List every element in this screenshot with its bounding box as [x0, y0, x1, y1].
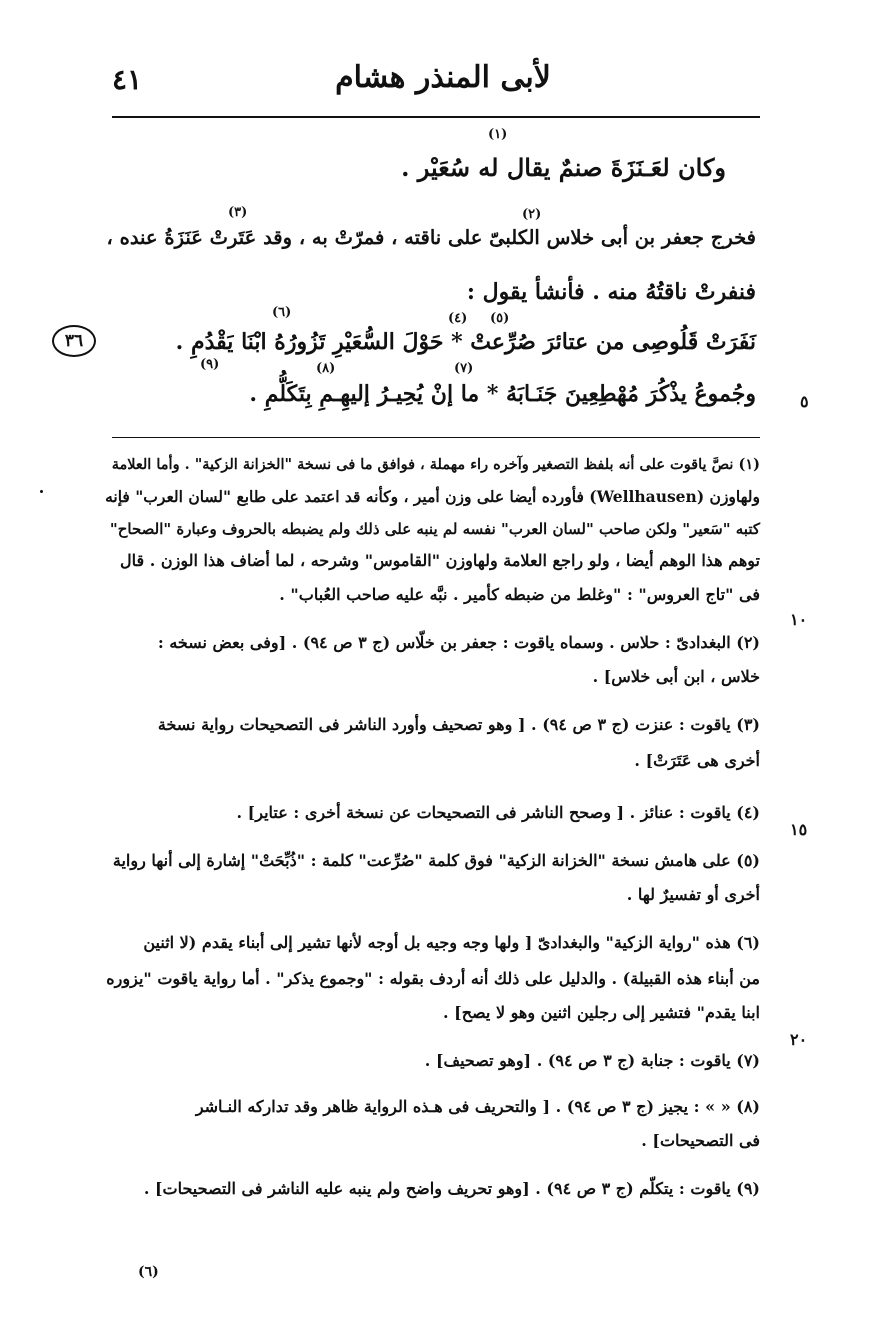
- line-number-10: ١٠: [790, 610, 808, 629]
- footnote-line: فى "تاج العروس" : "وغلط من ضبطه كأمير . نبَّه عليه صاحب العُباب" .: [279, 585, 760, 604]
- footnote-line: (٦) هذه "رواية الزكية" والبغدادىّ [ ولها وجه وجيه بل أوجه لأنها تشير إلى أبناء يقدم (لا اثنين: [143, 933, 760, 952]
- footer-page-label: (٦): [138, 1264, 159, 1280]
- footnotes-rule: [112, 437, 760, 438]
- footnote-line: ابنا يقدم" فتشير إلى رجلين اثنين وهو لا يصح] .: [443, 1003, 760, 1022]
- main-text-line: فنفرتْ ناقتُهُ منه . فأنشأ يقول :: [466, 279, 756, 305]
- header-rule: [112, 116, 760, 118]
- footnote-mark-2: (٢): [522, 207, 542, 222]
- line-number-5: ٥: [800, 392, 809, 411]
- footnote-line: (٢) البغدادىّ : حلاس . وسماه ياقوت : جعفر بن خلّاس (ج ٣ ص ٩٤) . [وفى بعض نسخه :: [157, 633, 760, 652]
- line-number-20: ٢٠: [790, 1030, 808, 1049]
- footnote-mark-6: (٦): [272, 305, 292, 320]
- margin-dot: [40, 490, 43, 493]
- footnote-line: توهم هذا الوهم أيضا ، ولو راجع العلامة ولهاوزن "القاموس" وشرحه ، لما أضاف هذا الوزن . قال: [120, 551, 760, 570]
- footnote-mark-7: (٧): [454, 361, 474, 376]
- running-header-title: لأبى المنذر هشام: [335, 60, 551, 95]
- main-text-line: فخرج جعفر بن أبى خلاس الكلبىّ على ناقته ، فمرّتْ به ، وقد عَتَرتْ عَنَزَةُ عنده ،: [106, 226, 756, 249]
- verse-line: وجُموعُ يذْكُرَ مُهْطِعِينَ جَنَـابَهُ * ما إنْ يُحِيـرُ إليهِـمِ بِتَكَلُّمِ .: [249, 381, 756, 407]
- footnote-mark-9: (٩): [200, 357, 220, 372]
- verse-line: نَفَرَتْ قَلُوصِى من عتائرَ صُرِّعتْ * حَوْلَ السُّعَيْرِ تَزُورُهُ ابْنَا يَقْدُمِ .: [175, 329, 756, 355]
- footnote-mark-1: (١): [488, 127, 508, 142]
- folio-stamp: ٣٦: [52, 325, 96, 357]
- footnote-line: (٤) ياقوت : عنائز . [ وصحح الناشر فى التصحيحات عن نسخة أخرى : عتاير] .: [236, 803, 760, 822]
- footnote-line: (٩) ياقوت : يتكلّم (ج ٣ ص ٩٤) . [وهو تحريف واضح ولم ينبه عليه الناشر فى التصحيحات] .: [143, 1179, 760, 1198]
- footnote-line: فى التصحيحات] .: [641, 1131, 760, 1150]
- line-number-15: ١٥: [790, 820, 808, 839]
- footnote-line: أخرى أو تفسيرٌ لها .: [626, 885, 760, 904]
- footnote-line: خلاس ، ابن أبى خلاس] .: [592, 667, 760, 686]
- footnote-mark-3: (٣): [228, 205, 248, 220]
- footnote-line: أخرى هى عَتَرَتْ] .: [634, 751, 760, 770]
- footnote-line: (٥) على هامش نسخة "الخزانة الزكية" فوق كلمة "صُرِّعت" كلمة : "ذُبِّحَتْ" إشارة إلى أنها رواية: [112, 851, 760, 870]
- footnote-mark-8: (٨): [316, 361, 336, 376]
- footnote-mark-5: (٥): [490, 311, 510, 326]
- footnote-line: (٨) « » : يجيز (ج ٣ ص ٩٤) . [ والتحريف فى هـذه الرواية ظاهر وقد تداركه النـاشر: [195, 1097, 760, 1116]
- footnote-line: (٧) ياقوت : جنابة (ج ٣ ص ٩٤) . [وهو تصحيف] .: [424, 1051, 760, 1070]
- footnote-mark-4: (٤): [448, 311, 468, 326]
- footnote-line: ولهاوزن (Wellhausen) فأورده أيضا على وزن أمير ، وكأنه قد اعتمد على طابع "لسان العرب" فإنه: [105, 487, 760, 506]
- main-text-line: وكان لعَـنَزَةَ صنمٌ يقال له سُعَيْر .: [401, 153, 726, 182]
- footnote-line: كتبه "سَعير" ولكن صاحب "لسان العرب" نفسه لم ينبه على ذلك ولم يضبطه بالحروف وعبارة "الصحاح": [109, 520, 760, 538]
- page-number: ٤١: [112, 63, 143, 96]
- footnote-line: من أبناء هذه القبيلة) . والدليل على ذلك أنه أردف بقوله : "وجموع يذكر" . أما رواية ياقوت "يزوره: [106, 969, 760, 988]
- footnote-line: (١) نصَّ ياقوت على أنه بلفظ التصغير وآخره راء مهملة ، فوافق ما فى نسخة "الخزانة الزكية" . وأما العلامة: [111, 456, 760, 473]
- footnote-line: (٣) ياقوت : عنزت (ج ٣ ص ٩٤) . [ وهو تصحيف وأورد الناشر فى التصحيحات رواية نسخة: [157, 715, 760, 734]
